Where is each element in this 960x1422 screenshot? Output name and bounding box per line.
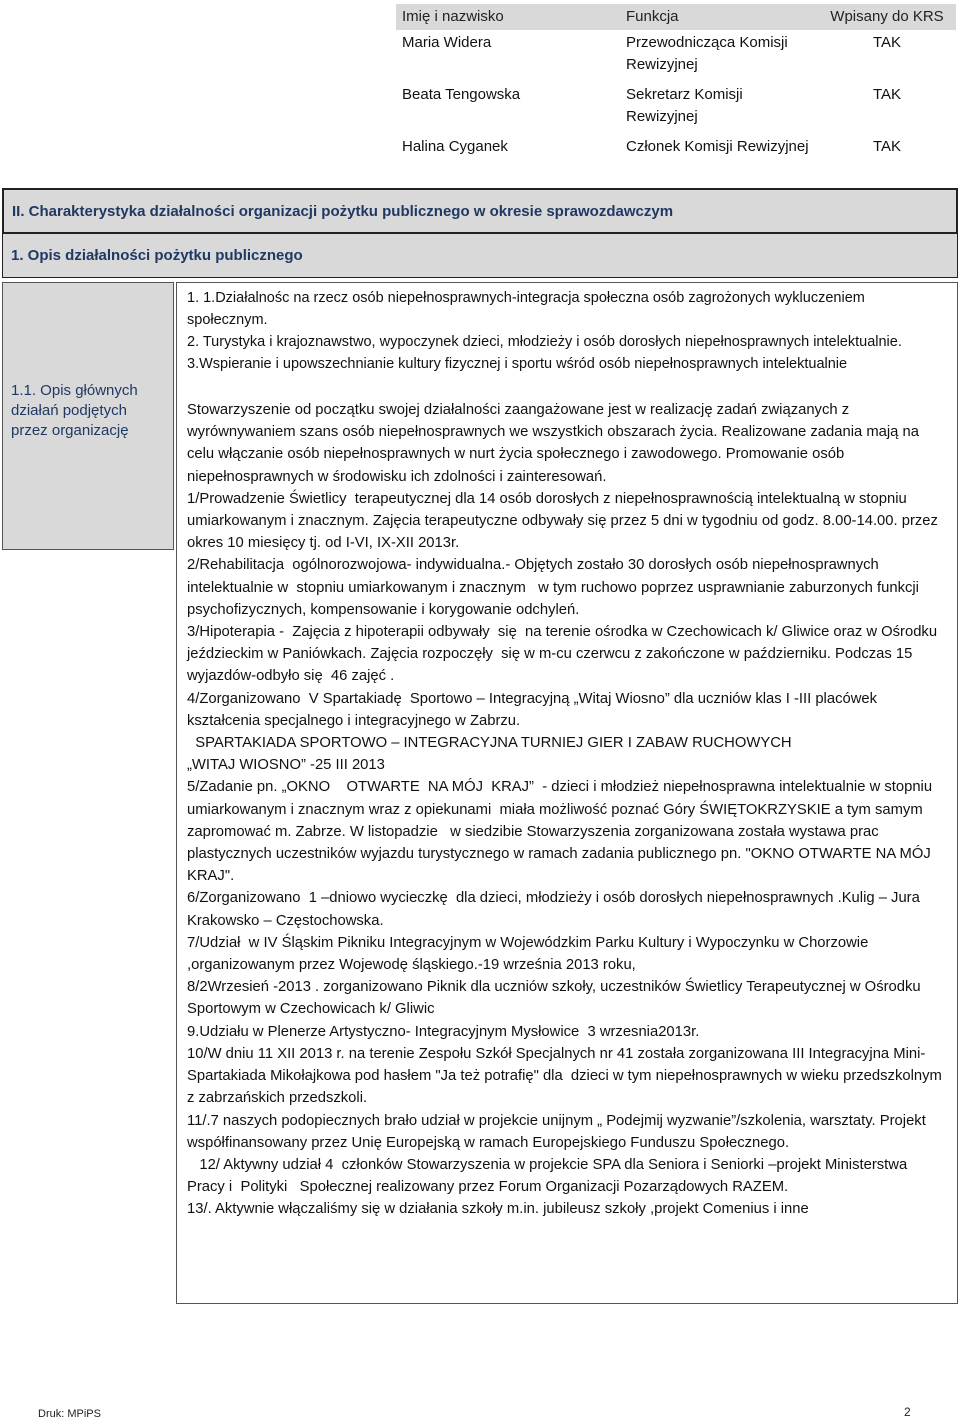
paragraph: 10/W dniu 11 XII 2013 r. na terenie Zespołu Szkół Specjalnych nr 41 została zorganizowana III Integracyjna Mini-Spartakiada Mikołajkowa pod hasłem "Ja też potrafię" dla dzieci w tym niepełnosprawnych w wieku przedszkolnym z zabrzańskich przedszkoli. xyxy=(187,1045,946,1107)
member-name: Maria Widera xyxy=(396,30,620,82)
paragraph: 13/. Aktywnie włączaliśmy się w działania szkoły m.in. jubileusz szkoły ,projekt Comenius i inne xyxy=(187,1201,809,1218)
paragraph: 7/Udział w IV Śląskim Pikniku Integracyjnym w Wojewódzkim Parku Kultury i Wypoczynku w Chorzowie ,organizowanym przez Wojewodę śląskiego.-19 września 2013 roku, xyxy=(187,934,873,974)
member-function: Członek Komisji Rewizyjnej xyxy=(620,134,818,186)
section-subtitle: 1. Opis działalności pożytku publicznego xyxy=(2,234,958,278)
paragraph: „WITAJ WIOSNO” -25 III 2013 xyxy=(187,757,385,774)
paragraph: SPARTAKIADA SPORTOWO – INTEGRACYJNA TURNIEJ GIER I ZABAW RUCHOWYCH xyxy=(187,735,792,752)
member-krs: TAK xyxy=(818,30,956,82)
list-item: 2. Turystyka i krajoznawstwo, wypoczynek dzieci, młodzieży i osób dorosłych niepełnosprawnych intelektualnie. xyxy=(187,334,902,350)
table-header-row xyxy=(396,4,956,30)
member-krs: TAK xyxy=(818,134,956,186)
table-row xyxy=(396,134,956,186)
page-number: 2 xyxy=(904,1405,911,1419)
paragraph: 9.Udziału w Plenerze Artystyczno- Integracyjnym Mysłowice 3 wrzesnia2013r. xyxy=(187,1023,700,1040)
activities-report-text xyxy=(187,399,949,1221)
list-item: 3.Wspieranie i upowszechnianie kultury fizycznej i sportu wśród osób niepełnosprawnych intelektualnie xyxy=(187,356,848,372)
activity-areas-list xyxy=(187,287,949,375)
paragraph: 12/ Aktywny udział 4 członków Stowarzyszenia w projekcie SPA dla Seniora i Seniorki –projekt Ministerstwa Pracy i Polityki Społecznej realizowany przez Forum Organizacji Pozarządowych RAZEM. xyxy=(187,1156,912,1196)
section-title: II. Charakterystyka działalności organizacji pożytku publicznego w okresie sprawozdawczym xyxy=(2,188,958,234)
paragraph: Stowarzyszenie od początku swojej działalności zaangażowane jest w realizację zadań związanych z wyrównywaniem szans osób niepełnosprawnych we wszystkich obszarach życia. Realizowane zadania mają na celu włączanie osób niepełnosprawnych w nurt życia społecznego i zawodowego. Promowanie osób niepełnosprawnych w środowisku ich zdolności i zainteresowań. xyxy=(187,402,924,485)
header-name: Imię i nazwisko xyxy=(396,4,620,30)
paragraph: 1/Prowadzenie Świetlicy terapeutycznej dla 14 osób dorosłych z niepełnosprawnością intelektualną w stopniu umiarkowanym i znacznym. Zajęcia terapeutyczne odbywały się przez 5 dni w tygodniu od godz. 8.00-14.00. przez okres 10 miesięcy tj. od I-VI, IX-XII 2013r. xyxy=(187,490,943,552)
paragraph: 4/Zorganizowano V Spartakiadę Sportowo – Integracyjną „Witaj Wiosno” dla uczniów klas I -III placówek kształcenia specjalnego i integracyjnego w Zabrzu. xyxy=(187,690,882,729)
member-name: Beata Tengowska xyxy=(396,82,620,134)
paragraph: 2/Rehabilitacja ogólnorozwojowa- indywidualna.- Objętych zostało 30 dorosłych osób niepełnosprawnych intelektualnie w stopniu umiarkowanym i znacznym w tym ruchowo poprzez usprawnianie zaburzonych funkcji psychofizycznych, kompensowanie i korygowanie odchyleń. xyxy=(187,557,924,618)
header-function: Funkcja xyxy=(620,4,818,30)
table-row xyxy=(396,82,956,134)
paragraph: 6/Zorganizowano 1 –dniowo wycieczkę dla dzieci, młodzieży i osób dorosłych niepełnosprawnych .Kulig – Jura Krakowsko – Częstochowska. xyxy=(187,890,924,929)
member-name: Halina Cyganek xyxy=(396,134,620,186)
footer-print-source: Druk: MPiPS xyxy=(38,1408,101,1420)
member-krs: TAK xyxy=(818,82,956,134)
member-function: Sekretarz Komisji Rewizyjnej xyxy=(620,82,818,134)
paragraph: 11/.7 naszych podopiecznych brało udział w projekcie unijnym „ Podejmij wyzwanie”/szkolenia, warsztaty. Projekt współfinansowany przez Unię Europejską w ramach Europejskiego Funduszu Społecznego. xyxy=(187,1112,930,1151)
member-function: Przewodnicząca Komisji Rewizyjnej xyxy=(620,30,818,82)
paragraph: 3/Hipoterapia - Zajęcia z hipoterapii odbywały się na terenie ośrodka w Czechowicach k/ Gliwice oraz w Ośrodku jeździeckim w Paniówkach. Zajęcia rozpoczęły się w m-cu czerwcu z zakończone w październiku. Podczas 15 wyjazdów-odbyło się 46 zajęć . xyxy=(187,624,942,685)
revision-commission-table xyxy=(396,4,956,186)
activities-description xyxy=(176,282,958,1304)
list-item: 1. 1.Działalnośc na rzecz osób niepełnosprawnych-integracja społeczna osób zagrożonych wykluczeniem społecznym. xyxy=(187,290,865,328)
header-krs: Wpisany do KRS xyxy=(818,4,956,30)
paragraph: 8/2Wrzesień -2013 . zorganizowano Piknik dla uczniów szkoły, uczestników Świetlicy Terapeutycznej w Ośrodku Sportowym w Czechowicach k/ Gliwic xyxy=(187,979,925,1018)
main-activities-label: 1.1. Opis głównych działań podjętych przez organizację xyxy=(2,282,174,550)
paragraph: 5/Zadanie pn. „OKNO OTWARTE NA MÓJ KRAJ” - dzieci i młodzież niepełnosprawna intelektualnie w stopniu umiarkowanym i znacznym wraz z opiekunami miała możliwość poznać Góry ŚWIĘTOKRZYSKIE a tym samym zapromować m. Zabrze. W listopadzie w siedzibie Stowarzyszenia zorganizowana została wystawa prac plastycznych uczestników wyjazdu turystycznego w ramach zadania publicznego pn. "OKNO OTWARTE NA MÓJ KRAJ". xyxy=(187,779,937,885)
table-row xyxy=(396,30,956,82)
